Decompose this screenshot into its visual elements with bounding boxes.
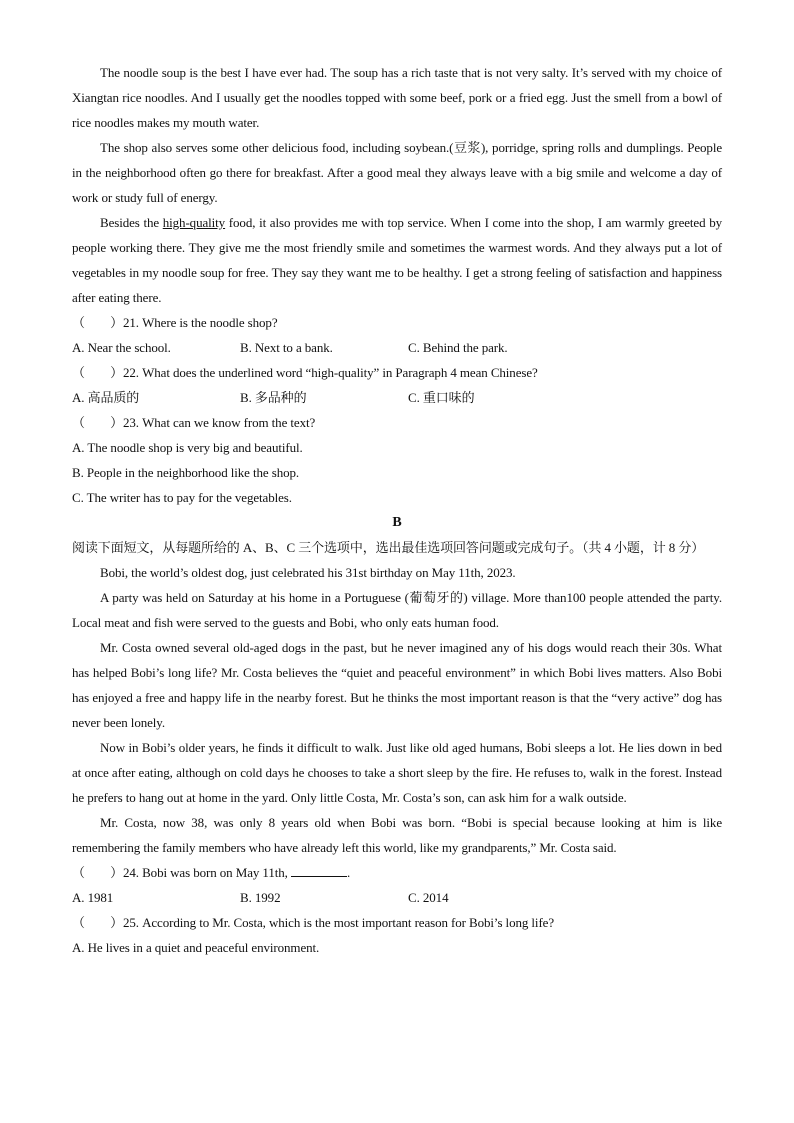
question-24-option-c[interactable]: C. 2014 — [408, 890, 449, 905]
question-24-option-a[interactable]: A. 1981 — [72, 890, 114, 905]
passage-b-paragraph-3: Mr. Costa owned several old-aged dogs in the past, but he never imagined any of his dogs would reach their 30s. What has helped Bobi’s long life? Mr. Costa believes the “quiet and peaceful environment” in which Bobi lives matters. Also Bobi has enjoyed a free and happy life in the nearby forest. But he thinks the most important reason is that the “very active” dog has never been lonely. — [72, 640, 722, 730]
question-24-option-b[interactable]: B. 1992 — [240, 890, 281, 905]
section-b-heading: B — [392, 515, 402, 530]
question-21-stem: （ ）21. Where is the noodle shop? — [72, 315, 278, 330]
passage-b-paragraph-4: Now in Bobi’s older years, he finds it difficult to walk. Just like old aged humans, Bobi sleeps a lot. He lies down in bed at once after eating, although on cold days he chooses to take a short sleep by the fire. He refuses to, walk in the forest. Instead he prefers to hang out at home in the yard. Only little Costa, Mr. Costa’s son, can ask him for a walk outside. — [72, 740, 722, 805]
question-21-option-a[interactable]: A. Near the school. — [72, 340, 171, 355]
question-24-stem — [72, 860, 722, 885]
question-22-option-c[interactable]: C. 重口味的 — [408, 390, 475, 405]
passage-b-paragraph-2: A party was held on Saturday at his home in a Portuguese (葡萄牙的) village. More than100 people attended the party. Local meat and fish were served to the guests and Bobi, who only eats human food. — [72, 590, 722, 630]
passage-a-paragraph-2: The shop also serves some other delicious food, including soybean.(豆浆), porridge, spring rolls and dumplings. People in the neighborhood often go there for breakfast. After a good meal they always leave with a big smile and welcome a day of work or study full of energy. — [72, 140, 722, 205]
question-23-option-c[interactable]: C. The writer has to pay for the vegetables. — [72, 490, 292, 505]
question-22-option-b[interactable]: B. 多品种的 — [240, 390, 307, 405]
question-24-text: （ ）24. Bobi was born on May 11th, — [72, 865, 291, 880]
passage-a-paragraph-3 — [72, 210, 722, 310]
question-21-option-b[interactable]: B. Next to a bank. — [240, 340, 333, 355]
paragraph-3-text-after: food, it also provides me with top service. When I come into the shop, I am warmly greeted by people working there. They give me the most friendly smile and sometimes the warmest words. And they always put a lot of vegetables in my noodle soup for free. They say they want me to be healthy. I get a strong feeling of satisfaction and happiness after eating there. — [72, 215, 723, 305]
question-24-options — [72, 885, 722, 910]
question-22-stem: （ ）22. What does the underlined word “high-quality” in Paragraph 4 mean Chinese? — [72, 365, 538, 380]
question-21-options — [72, 335, 722, 360]
question-23-option-b[interactable]: B. People in the neighborhood like the shop. — [72, 465, 300, 480]
question-23-stem: （ ）23. What can we know from the text? — [72, 415, 316, 430]
underlined-word-high-quality: high-quality — [162, 215, 226, 230]
question-22-option-a[interactable]: A. 高品质的 — [72, 390, 140, 405]
answer-blank[interactable] — [291, 862, 347, 877]
question-22-options — [72, 385, 722, 410]
paragraph-3-text-before: Besides the — [100, 215, 163, 230]
question-24-end: . — [346, 865, 351, 880]
question-25-option-a[interactable]: A. He lives in a quiet and peaceful environment. — [72, 940, 320, 955]
passage-b-paragraph-5: Mr. Costa, now 38, was only 8 years old when Bobi was born. “Bobi is special because looking at him is like remembering the family members who have already left this world, like my grandparents,” Mr. Costa said. — [72, 815, 722, 855]
question-23-option-a[interactable]: A. The noodle shop is very big and beautiful. — [72, 440, 303, 455]
question-25-stem: （ ）25. According to Mr. Costa, which is the most important reason for Bobi’s long life? — [72, 915, 555, 930]
section-b-instruction: 阅读下面短文，从每题所给的 A、B、C 三个选项中，选出最佳选项回答问题或完成句子。（共 4 小题，计 8 分） — [72, 540, 705, 555]
question-21-option-c[interactable]: C. Behind the park. — [408, 340, 508, 355]
passage-a-paragraph-1: The noodle soup is the best I have ever had. The soup has a rich taste that is not very salty. It’s served with my choice of Xiangtan rice noodles. And I usually get the noodles topped with some beef, pork or a fried egg. Just the smell from a bowl of rice noodles makes my mouth water. — [72, 65, 722, 130]
passage-b-paragraph-1: Bobi, the world’s oldest dog, just celebrated his 31st birthday on May 11th, 2023. — [100, 565, 516, 580]
